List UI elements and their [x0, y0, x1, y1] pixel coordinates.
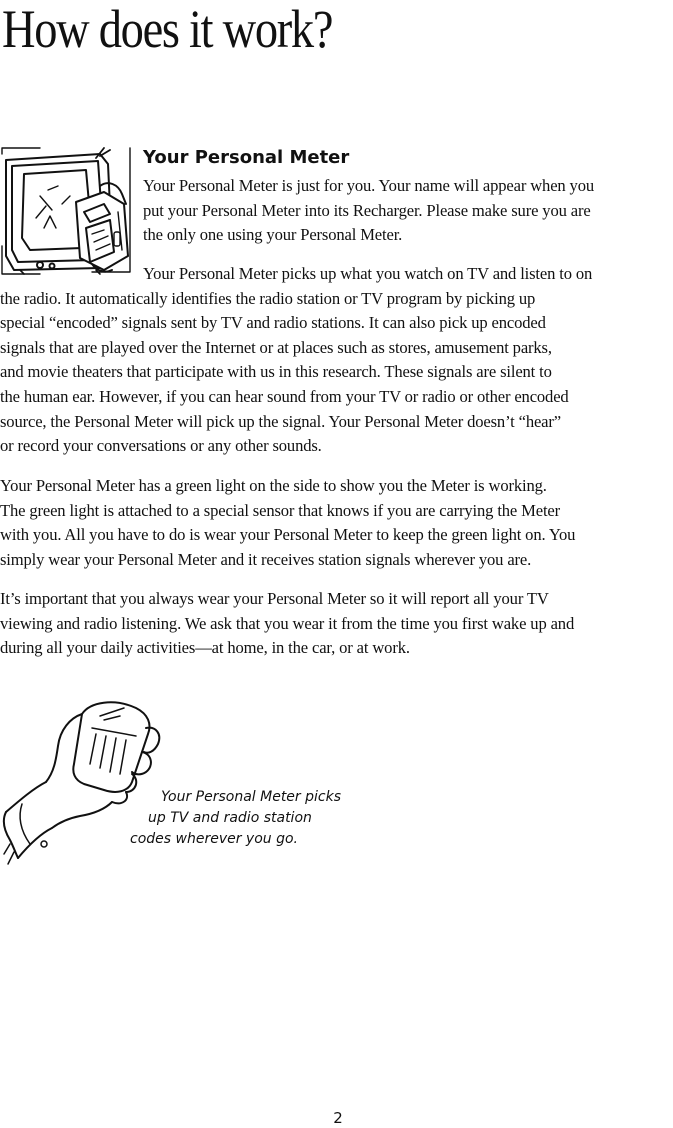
text-line: Your Personal Meter picks up what you watch on TV and listen to on [143, 264, 593, 283]
page-number: 2 [333, 1109, 343, 1127]
page-title: How does it work? [2, 0, 333, 59]
section-heading: Your Personal Meter [143, 147, 350, 168]
paragraph-how-it-picks-up [0, 262, 592, 459]
paragraph-intro [143, 174, 594, 248]
text-line: the only one using your Personal Meter. [143, 225, 403, 245]
text-line: and movie theaters that participate with us in this research. These signals are silent to [0, 362, 552, 382]
paragraph-always-wear [0, 587, 574, 661]
text-line: Your Personal Meter has a green light on the side to show you the Meter is working. [0, 476, 547, 495]
tv-meter-illustration [0, 146, 134, 276]
text-line: signals that are played over the Internet or at places such as stores, amusement parks, [0, 337, 552, 357]
text-line: the human ear. However, if you can hear sound from your TV or radio or other encoded [0, 386, 569, 406]
text-line: It’s important that you always wear your Personal Meter so it will report all your TV [0, 589, 549, 608]
caption-line: up TV and radio station [148, 810, 312, 826]
illustration-caption [120, 787, 360, 850]
text-line: Your Personal Meter is just for you. Your name will appear when you [143, 176, 594, 195]
text-line: or record your conversations or any other sounds. [0, 436, 322, 456]
caption-line: codes wherever you go. [130, 831, 298, 847]
text-line: source, the Personal Meter will pick up the signal. Your Personal Meter doesn’t “hear” [0, 411, 561, 431]
paragraph-green-light [0, 474, 575, 572]
caption-line: Your Personal Meter picks [161, 789, 341, 805]
text-line: The green light is attached to a special sensor that knows if you are carrying the Meter [0, 500, 561, 520]
text-line: simply wear your Personal Meter and it receives station signals wherever you are. [0, 549, 532, 569]
text-line: put your Personal Meter into its Recharger. Please make sure you are [143, 200, 591, 220]
text-line: with you. All you have to do is wear your Personal Meter to keep the green light on. You [0, 525, 576, 545]
text-line: special “encoded” signals sent by TV and radio stations. It can also pick up encoded [0, 313, 546, 333]
text-line: viewing and radio listening. We ask that you wear it from the time you first wake up and [0, 613, 575, 633]
text-line: the radio. It automatically identifies the radio station or TV program by picking up [0, 288, 536, 308]
text-line: during all your daily activities—at home, in the car, or at work. [0, 638, 410, 658]
